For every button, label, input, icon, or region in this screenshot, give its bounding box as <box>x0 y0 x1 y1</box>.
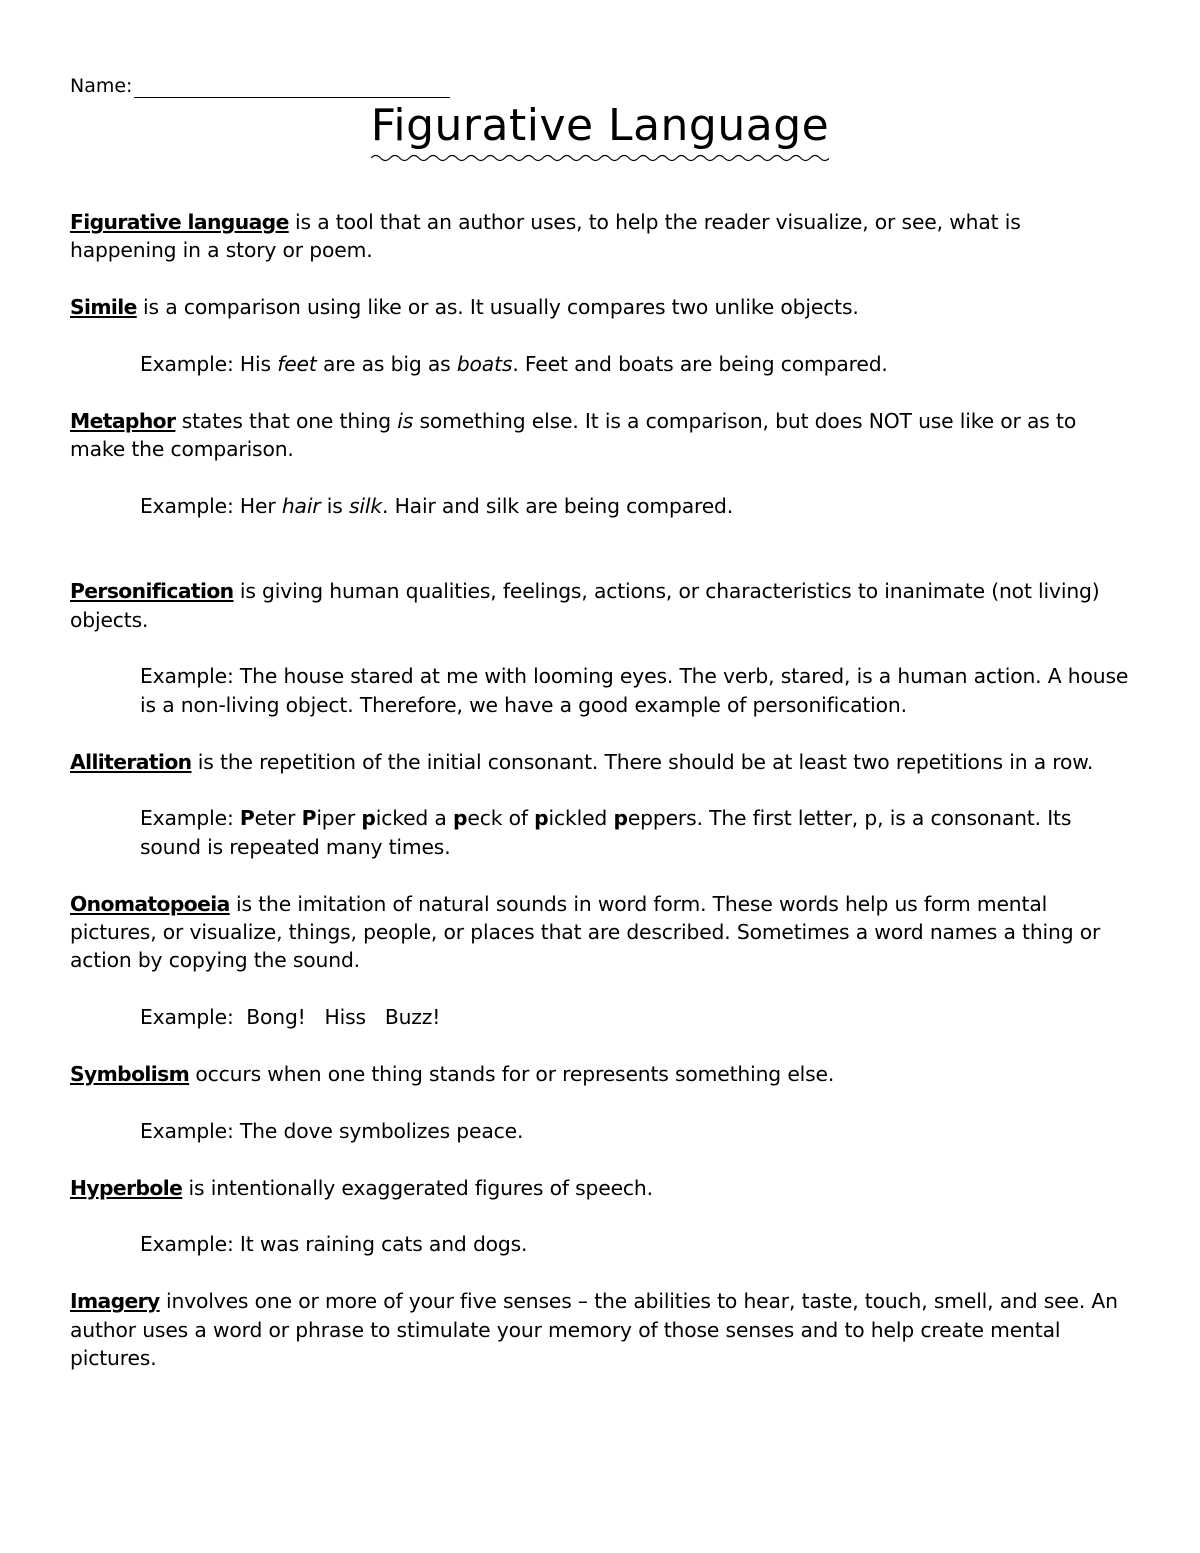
definition-text: involves one or more of your five senses – the abilities to hear, taste, touch, smell, and see. An author uses a word or phrase to stimulate your memory of those senses and to help create mental pictures. <box>70 1289 1118 1371</box>
term-imagery: Imagery <box>70 1289 160 1314</box>
term-metaphor: Metaphor <box>70 408 176 433</box>
definition-text: is intentionally exaggerated figures of speech. <box>182 1175 653 1200</box>
definition-alliteration <box>70 748 1132 776</box>
definition-imagery <box>70 1287 1132 1372</box>
example-text: icked a <box>375 806 453 831</box>
definition-text: occurs when one thing stands for or represents something else. <box>189 1062 835 1087</box>
example-italic-word: silk <box>349 494 382 518</box>
bold-letter: p <box>613 806 628 831</box>
definition-symbolism <box>70 1060 1132 1088</box>
term-onomatopoeia: Onomatopoeia <box>70 891 230 916</box>
definition-text: is the imitation of natural sounds in word form. These words help us form mental pictures, or visualize, things, people, or places that are described. Sometimes a word names a thing or action by copying the sound. <box>70 891 1101 973</box>
example-alliteration <box>140 804 1132 861</box>
term-hyperbole: Hyperbole <box>70 1175 183 1200</box>
example-text: . Feet and boats are being compared. <box>512 352 888 376</box>
term-figurative-language: Figurative language <box>70 210 289 234</box>
example-text: eppers. The first letter, p, is a consonant. Its sound is repeated many times. <box>140 806 1072 859</box>
name-label: Name: <box>70 75 133 97</box>
example-text: iper <box>316 806 362 831</box>
example-text: ickled <box>548 806 614 831</box>
definition-hyperbole <box>70 1174 1132 1202</box>
definition-metaphor <box>70 407 1132 464</box>
term-personification: Personification <box>70 579 234 604</box>
definition-text: is a comparison using like or as. It usually compares two unlike objects. <box>136 295 859 320</box>
example-symbolism: Example: The dove symbolizes peace. <box>140 1118 524 1143</box>
bold-letter: p <box>361 806 376 831</box>
definition-text: is the repetition of the initial consonant. There should be at least two repetitions in a row. <box>191 749 1094 774</box>
definition-text: is giving human qualities, feelings, actions, or characteristics to inanimate (not living) objects. <box>70 579 1100 632</box>
example-personification: Example: The house stared at me with looming eyes. The verb, stared, is a human action. A house is a non-living object. Therefore, we have a good example of personification. <box>140 664 1129 717</box>
definition-personification <box>70 577 1132 634</box>
definition-figurative-language <box>70 208 1132 265</box>
page-title-block <box>0 98 1200 160</box>
page-title <box>371 98 829 160</box>
example-text: is <box>320 494 349 518</box>
term-simile: Simile <box>70 295 137 320</box>
worksheet-content <box>70 208 1132 1401</box>
example-italic-word: hair <box>281 494 321 518</box>
example-text: Example: <box>140 806 240 831</box>
definition-italic-word: is <box>397 408 414 433</box>
example-text: Example: Her <box>140 494 282 518</box>
bold-letter: P <box>239 806 255 831</box>
example-italic-word: boats <box>456 352 513 376</box>
example-text: . Hair and silk are being compared. <box>381 494 734 518</box>
term-alliteration: Alliteration <box>70 749 192 774</box>
example-onomatopoeia: Example: Bong! Hiss Buzz! <box>140 1005 441 1030</box>
definition-simile <box>70 293 1132 321</box>
example-text: eter <box>254 806 302 831</box>
spellcheck-squiggle <box>371 153 829 162</box>
definition-onomatopoeia <box>70 890 1132 975</box>
bold-letter: P <box>301 806 317 831</box>
example-text: eck of <box>467 806 535 831</box>
example-simile <box>140 350 1132 378</box>
bold-letter: p <box>453 806 468 831</box>
definition-text: something else. It is a comparison, but does NOT use like or as to make the comparison. <box>70 408 1077 462</box>
definition-text: states that one thing <box>175 408 398 433</box>
definition-text: is a tool that an author uses, to help the reader visualize, or see, what is happening in a story or poem. <box>70 210 1021 263</box>
example-metaphor <box>140 492 1132 520</box>
bold-letter: p <box>534 806 549 831</box>
page-title-text: Figurative Language <box>370 100 830 151</box>
example-text: are as big as <box>316 352 457 376</box>
term-symbolism: Symbolism <box>70 1062 190 1087</box>
name-blank-line[interactable] <box>134 78 450 98</box>
example-italic-word: feet <box>277 352 317 376</box>
example-text: Example: His <box>140 352 278 376</box>
example-hyperbole: Example: It was raining cats and dogs. <box>140 1232 528 1257</box>
name-field <box>70 74 450 98</box>
